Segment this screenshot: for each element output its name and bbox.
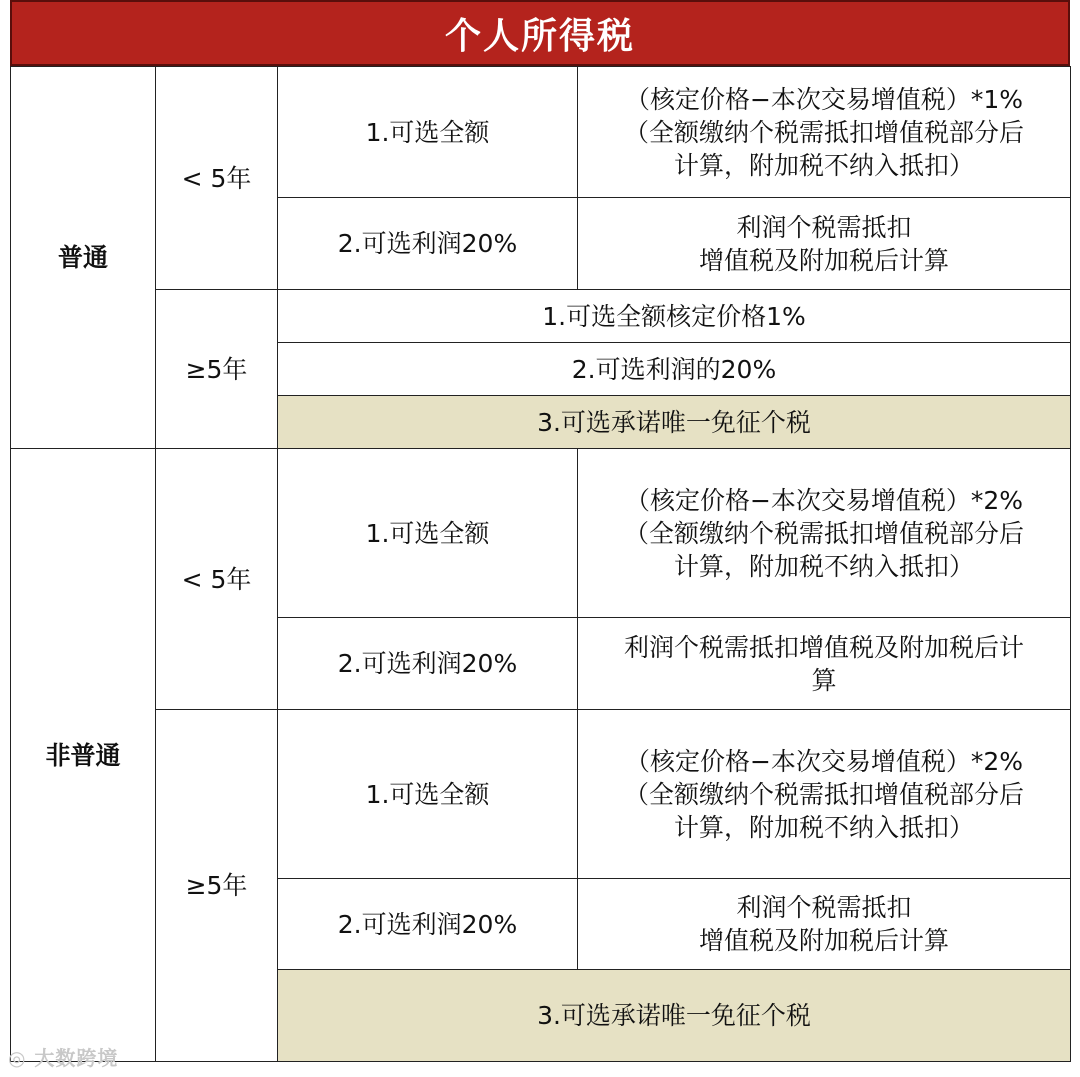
tax-table [10,66,1071,1062]
table-row [11,67,1071,198]
option-label: 1.可选全额 [278,67,578,198]
option-exemption-highlight: 3.可选承诺唯一免征个税 [278,396,1071,449]
table-title: 个人所得税 [444,15,635,57]
option-description: 利润个税需抵扣增值税及附加税后计 算 [578,618,1071,710]
table-row [11,449,1071,618]
watermark [8,1042,118,1071]
term-normal-over5: ≥5年 [156,290,278,449]
option-exemption-highlight: 3.可选承诺唯一免征个税 [278,970,1071,1062]
category-normal: 普通 [11,67,156,449]
term-non-normal-under5: < 5年 [156,449,278,710]
option-label: 2.可选利润20% [278,879,578,970]
option-description: （核定价格−本次交易增值税）*1% （全额缴纳个税需抵扣增值税部分后 计算，附加税不纳入抵扣） [578,67,1071,198]
watermark-logo-icon: ◎ [8,1046,27,1070]
term-normal-under5: < 5年 [156,67,278,290]
option-label: 1.可选全额 [278,710,578,879]
option-full-row: 1.可选全额核定价格1% [278,290,1071,343]
option-full-row: 2.可选利润的20% [278,343,1071,396]
watermark-text: 大数跨境 [34,1046,119,1070]
option-label: 1.可选全额 [278,449,578,618]
option-description: 利润个税需抵扣 增值税及附加税后计算 [578,198,1071,290]
term-non-normal-over5: ≥5年 [156,710,278,1062]
option-description: （核定价格−本次交易增值税）*2% （全额缴纳个税需抵扣增值税部分后 计算，附加税不纳入抵扣） [578,449,1071,618]
category-non-normal: 非普通 [11,449,156,1062]
table-row [11,710,1071,879]
option-label: 2.可选利润20% [278,618,578,710]
option-description: 利润个税需抵扣 增值税及附加税后计算 [578,879,1071,970]
table-row [11,290,1071,343]
table-title-bar [10,0,1070,66]
option-description: （核定价格−本次交易增值税）*2% （全额缴纳个税需抵扣增值税部分后 计算，附加税不纳入抵扣） [578,710,1071,879]
option-label: 2.可选利润20% [278,198,578,290]
